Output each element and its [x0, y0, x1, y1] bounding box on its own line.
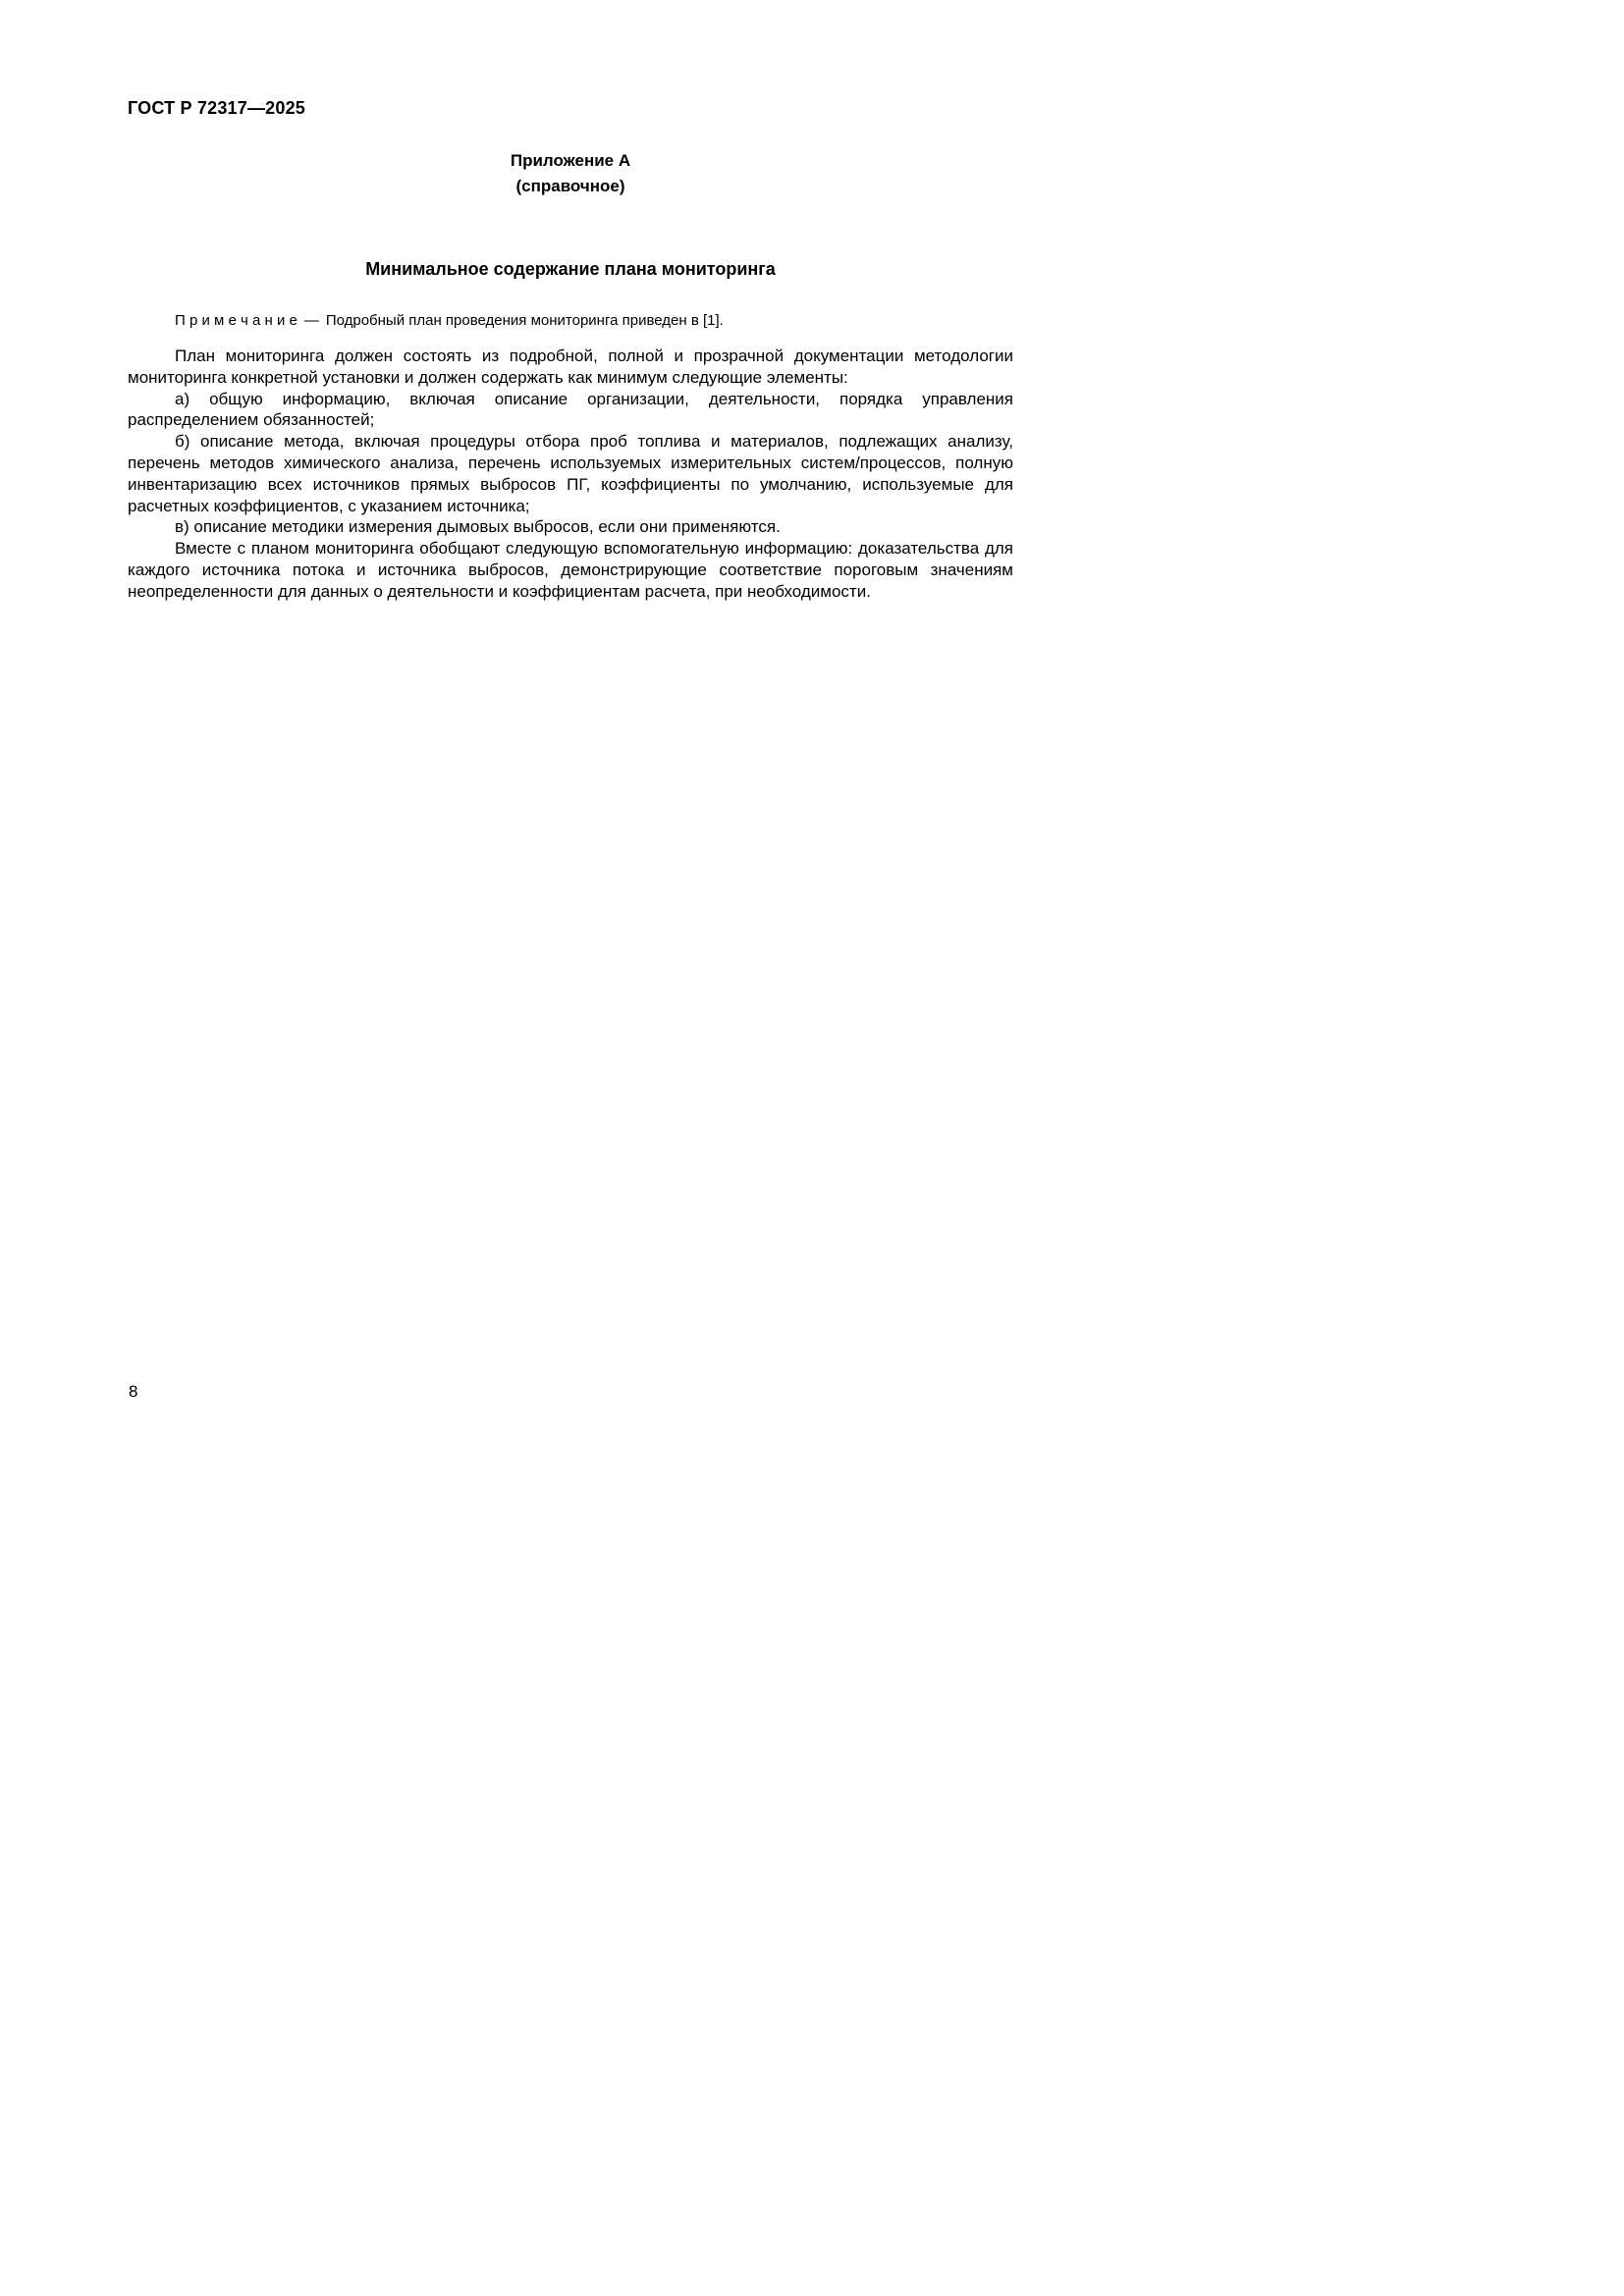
- annex-type: (справочное): [515, 177, 625, 195]
- annex-title: Минимальное содержание плана мониторинга: [365, 259, 776, 279]
- paragraph-item-a: а) общую информацию, включая описание организации, деятельности, порядка управления распределением обязанностей;: [128, 389, 1013, 430]
- paragraph-closing: Вместе с планом мониторинга обобщают следующую вспомогательную информацию: доказательства для каждого источника потока и источника выбросов, демонстрирующие соответствие пороговым значениям неопределенности для данных о деятельности и коэффициентам расчета, при необходимости.: [128, 539, 1013, 601]
- standard-code-header: ГОСТ Р 72317—2025: [128, 98, 306, 118]
- note-paragraph: [128, 311, 1013, 331]
- body-text-block: [128, 346, 1013, 603]
- note-label: П р и м е ч а н и е: [175, 312, 298, 329]
- note-separator: —: [303, 312, 319, 329]
- paragraph-item-b: б) описание метода, включая процедуры отбора проб топлива и материалов, подлежащих анализу, перечень методов химического анализа, перечень используемых измерительных систем/процессов, полную инвентаризацию всех источников прямых выбросов ПГ, коэффициенты по умолчанию, используемые для расчетных коэффициентов, с указанием источника;: [128, 432, 1013, 515]
- page-number: 8: [129, 1382, 138, 1401]
- paragraph-intro: План мониторинга должен состоять из подробной, полной и прозрачной документации методологии мониторинга конкретной установки и должен содержать как минимум следующие элементы:: [128, 347, 1013, 387]
- paragraph-item-v: в) описание методики измерения дымовых выбросов, если они применяются.: [175, 517, 781, 537]
- note-text: Подробный план проведения мониторинга приведен в [1].: [325, 312, 724, 329]
- annex-label: Приложение А: [510, 151, 631, 170]
- annex-heading-block: [128, 148, 1013, 199]
